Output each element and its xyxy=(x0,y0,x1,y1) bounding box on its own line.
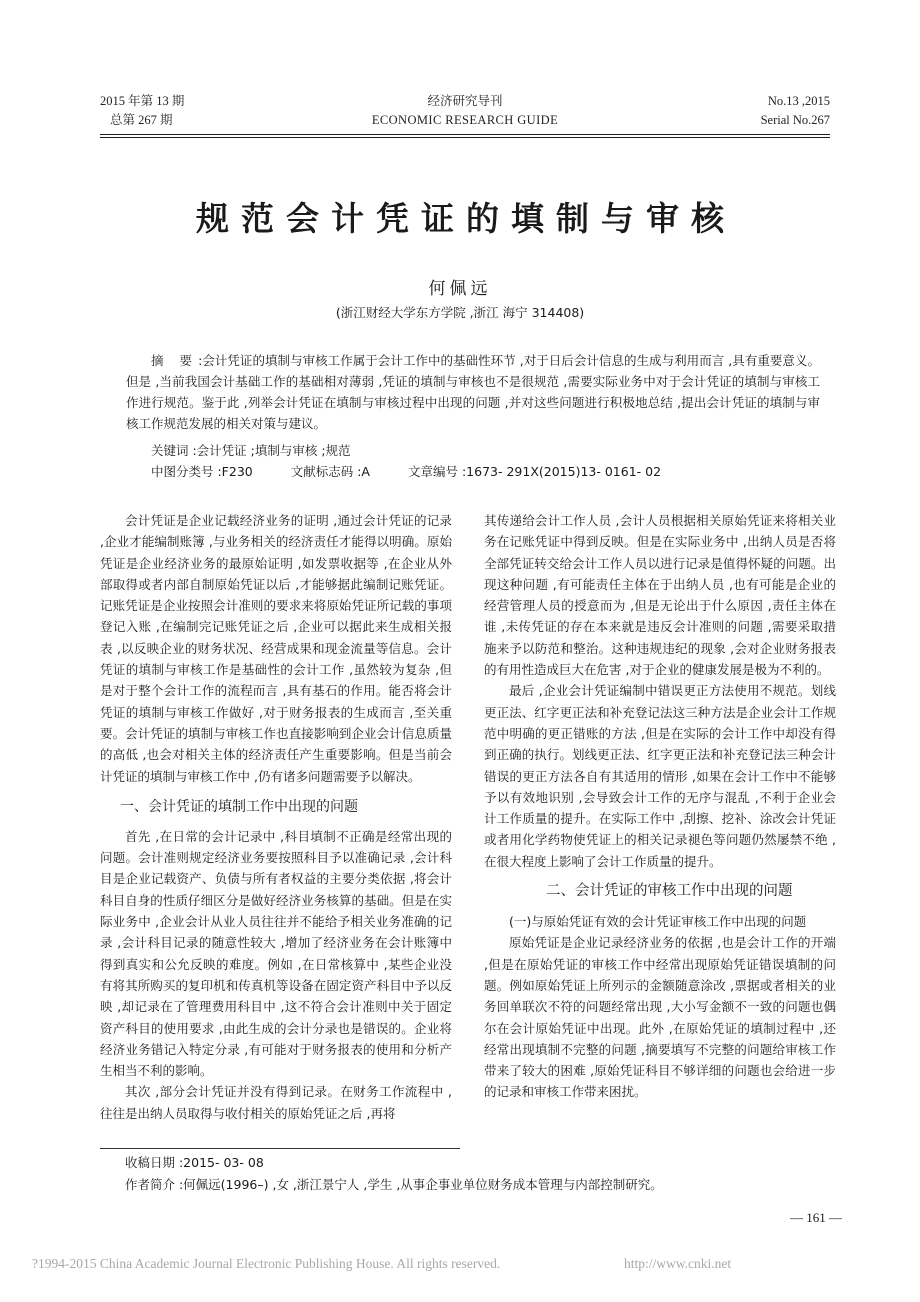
issue-cn: 2015 年第 13 期 xyxy=(100,94,185,108)
clc-number: 中图分类号 :F230 xyxy=(151,464,253,479)
author-affiliation: (浙江财经大学东方学院 ,浙江 海宁 314408) xyxy=(335,305,585,320)
header-center xyxy=(100,92,830,130)
abstract xyxy=(126,350,820,434)
paragraph-last: 最后 ,企业会计凭证编制中错误更正方法使用不规范。划线更正法、红字更正法和补充登记法这三种方法是企业会计工作规范中明确的更正错账的方法 ,但是在实际的会计工作中却没有得到正确的执行。划线更正法、红字更正法和补充登记法三种会计错误的更正方法各自有其适用的情形 ,如果在会计工作中不能够予以有效地识别 ,会导致会计工作的无序与混乱 ,不利于企业会计工作质量的提升。在实际工作中 ,刮擦、挖补、涂改会计凭证或者用化学药物使凭证上的相关记录褪色等问题仍然屡禁不绝 ,在很大程度上影响了会计工作质量的提升。 xyxy=(484,683,836,869)
header-rule-top xyxy=(100,134,830,135)
journal-name-en: ECONOMIC RESEARCH GUIDE xyxy=(371,113,559,127)
intro-paragraph: 会计凭证是企业记载经济业务的证明 ,通过会计凭证的记录 ,企业才能编制账簿 ,与业务相关的经济责任才能得以明确。原始凭证是企业经济业务的最原始证明 ,如发票收据等 ,在企业从外部取得或者内部自制原始凭证以后 ,才能够据此编制记账凭证。记账凭证是企业按照会计准则的要求来将原始凭证所记载的事项登记入账 ,在编制完记账凭证之后 ,企业可以据此来生成相关报表 ,以反映企业的财务状况、经营成果和现金流量等信息。会计凭证的填制与审核工作是基础性的会计工作 ,虽然较为复杂 ,但是对于整个会计工作的流程而言 ,具有基石的作用。能否将会计凭证的填制与审核工作做好 ,对于财务报表的生成而言 ,至关重要。会计凭证的填制与审核工作也直接影响到企业会计信息质量的高低 ,也会对相关主体的经济责任产生重要影响。但是当前会计凭证的填制与审核工作中 ,仍有诸多问题需要予以解决。 xyxy=(100,513,452,784)
paragraph-second: 其次 ,部分会计凭证并没有得到记录。在财务工作流程中 ,往往是出纳人员取得与收付相关的原始凭证之后 ,再将 xyxy=(100,1084,452,1121)
footnote-author-bio: 作者简介 :何佩远(1996–) ,女 ,浙江景宁人 ,学生 ,从事企事业单位财务成本管理与内部控制研究。 xyxy=(125,1177,663,1192)
journal-name-cn: 经济研究导刊 xyxy=(427,94,503,108)
paragraph-first: 首先 ,在日常的会计记录中 ,科目填制不正确是经常出现的问题。会计准则规定经济业务要按照科目予以准确记录 ,会计科目是企业记载资产、负债与所有者权益的主要分类依据 ,将会计科目自身的性质仔细区分是做好经济业务核算的基础。但是在实际业务中 ,企业会计从业人员往往并不能给予相关业务准确的记录 ,会计科目记录的随意性较大 ,增加了经济业务在会计账簿中得到真实和公允反映的难度。例如 ,在日常核算中 ,某些企业没有将其所购买的复印机和传真机等设备在固定资产科目中予以反映 ,却记录在了管理费用科目中 ,这不符合会计准则中关于固定资产科目的使用要求 ,由此生成的会计分录也是错误的。企业将经济业务错记入特定分录 ,有可能对于财务报表的使用和分析产生相当不利的影响。 xyxy=(100,828,452,1079)
article-title: 规范会计凭证的填制与审核 xyxy=(196,199,736,238)
body-column-right xyxy=(484,510,836,1103)
section-1-heading: 一、会计凭证的填制工作中出现的问题 xyxy=(120,798,358,815)
article-number: 文章编号 :1673- 291X(2015)13- 0161- 02 xyxy=(407,464,662,479)
section-2-heading: 二、会计凭证的审核工作中出现的问题 xyxy=(546,883,793,900)
body-column-left xyxy=(100,510,452,1124)
paragraph-continued: 其传递给会计工作人员 ,会计人员根据相关原始凭证来将相关业务在记账凭证中得到反映。但是在实际业务中 ,出纳人员是否将全部凭证转交给会计工作人员以进行记录是值得怀疑的问题。出现这种问题 ,有可能责任主体在于出纳人员 ,也有可能是企业的经营管理人员的授意而为 ,但是无论出于什么原因 ,责任主体在谁 ,未传凭证的存在本来就是违反会计准则的问题 ,需要采取措施来予以防范和整治。这种违规违纪的现象 ,会对企业财务报表的有用性造成巨大在危害 ,对于企业的健康发展是极为不利的。 xyxy=(484,513,836,678)
running-header xyxy=(100,92,830,134)
keywords: 关键词 :会计凭证 ;填制与审核 ;规范 xyxy=(151,443,351,458)
header-right xyxy=(761,92,830,130)
copyright-notice: ?1994-2015 China Academic Journal Electronic Publishing House. All rights reserved. xyxy=(32,1256,501,1271)
footer-url: http://www.cnki.net xyxy=(624,1256,732,1271)
footer-watermark xyxy=(32,1256,752,1272)
page-number: — 161 — xyxy=(790,1210,842,1225)
issue-en: No.13 ,2015 xyxy=(767,94,830,108)
abstract-text: :会计凭证的填制与审核工作属于会计工作中的基础性环节 ,对于日后会计信息的生成与利用而言 ,具有重要意义。但是 ,当前我国会计基础工作的基础相对薄弱 ,凭证的填制与审核也不是很规范 ,需要实际业务中对于会计凭证的填制与审核工作进行规范。鉴于此 ,列举会计凭证在填制与审核过程中出现的问题 ,并对这些问题进行积极地总结 ,提出会计凭证的填制与审核工作规范发展的相关对策与建议。 xyxy=(126,353,820,431)
author-name: 何佩远 xyxy=(428,279,492,299)
header-rule-bottom xyxy=(100,137,830,138)
footnote-rule xyxy=(100,1148,460,1149)
serial-en: Serial No.267 xyxy=(760,113,830,127)
document-code: 文献标志码 :A xyxy=(290,464,370,479)
footnote-received: 收稿日期 :2015- 03- 08 xyxy=(125,1155,264,1170)
classification-row xyxy=(151,461,661,482)
paragraph-original-vouchers: 原始凭证是企业记录经济业务的依据 ,也是会计工作的开端 ,但是在原始凭证的审核工作中经常出现原始凭证错误填制的问题。例如原始凭证上所列示的金额随意涂改 ,票据或者相关的业务回单联次不符的问题经常出现 ,大小写金额不一致的问题也偶尔在会计原始凭证中出现。此外 ,在原始凭证的填制过程中 ,还经常出现填制不完整的问题 ,摘要填写不完整的问题给审核工作带来了较大的困难 ,原始凭证科目不够详细的问题也会给进一步的记录和审核工作带来困扰。 xyxy=(484,935,836,1100)
total-issue-cn: 总第 267 期 xyxy=(110,113,173,127)
subsection-1-heading: (一)与原始凭证有效的会计凭证审核工作中出现的问题 xyxy=(509,914,807,930)
abstract-label: 摘 要 xyxy=(151,353,199,368)
